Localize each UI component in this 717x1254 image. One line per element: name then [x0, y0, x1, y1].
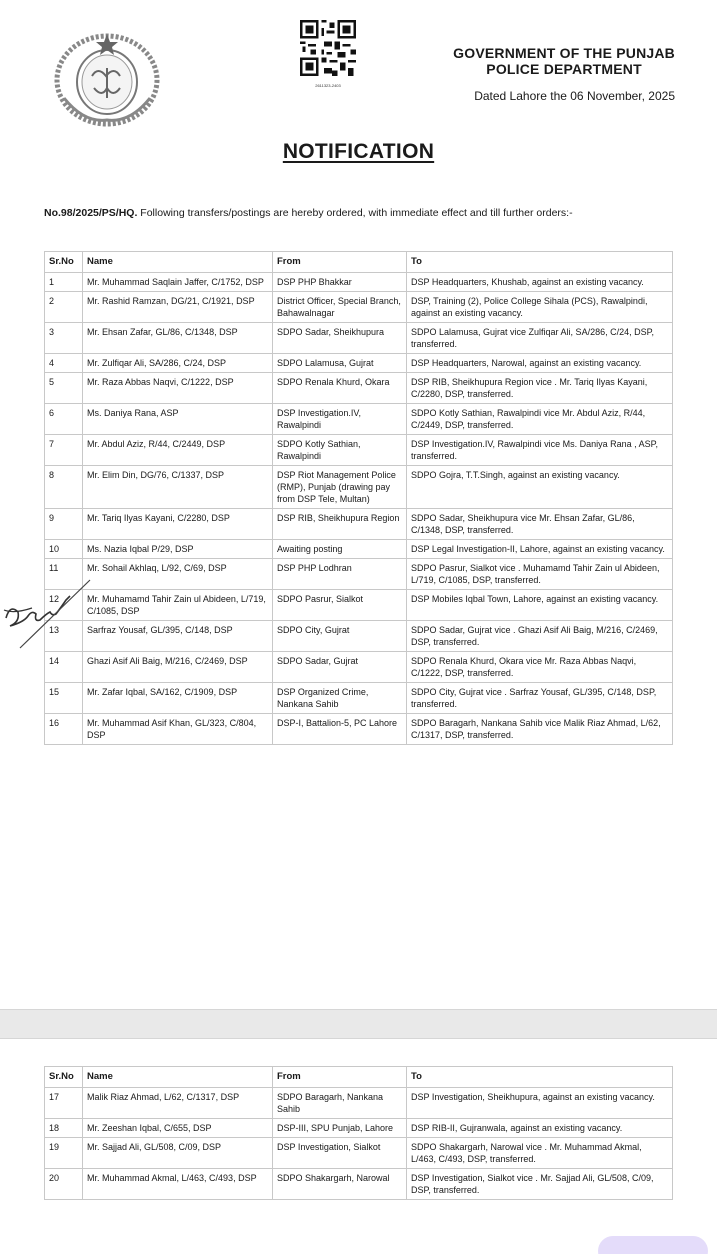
- cell-name: Mr. Zulfiqar Ali, SA/286, C/24, DSP: [83, 354, 273, 373]
- government-line: GOVERNMENT OF THE PUNJAB: [453, 45, 675, 61]
- cell-to: DSP Headquarters, Khushab, against an existing vacancy.: [407, 273, 673, 292]
- cell-from: SDPO Sadar, Sheikhupura: [273, 323, 407, 354]
- cell-to: DSP Investigation.IV, Rawalpindi vice Ms. Daniya Rana , ASP, transferred.: [407, 435, 673, 466]
- table-row: [45, 559, 673, 590]
- cell-name: Mr. Ehsan Zafar, GL/86, C/1348, DSP: [83, 323, 273, 354]
- cell-name: Mr. Muhamamd Tahir Zain ul Abideen, L/719, C/1085, DSP: [83, 590, 273, 621]
- cell-to: SDPO Shakargarh, Narowal vice . Mr. Muhammad Akmal, L/463, C/493, DSP, transferred.: [407, 1138, 673, 1169]
- cell-to: DSP Investigation, Sheikhupura, against an existing vacancy.: [407, 1088, 673, 1119]
- cell-to: DSP, Training (2), Police College Sihala (PCS), Rawalpindi, against an existing vacancy.: [407, 292, 673, 323]
- cell-name: Mr. Raza Abbas Naqvi, C/1222, DSP: [83, 373, 273, 404]
- overlay-bubble[interactable]: [598, 1236, 708, 1254]
- cell-from: DSP Riot Management Police (RMP), Punjab (drawing pay from DSP Tele, Multan): [273, 466, 407, 509]
- cell-to: DSP RIB, Sheikhupura Region vice . Mr. Tariq Ilyas Kayani, C/2280, DSP, transferred.: [407, 373, 673, 404]
- table-row: [45, 1088, 673, 1119]
- cell-name: Ms. Nazia Iqbal P/29, DSP: [83, 540, 273, 559]
- cell-srno: 7: [45, 435, 83, 466]
- cell-srno: 16: [45, 714, 83, 745]
- column-header-name: Name: [83, 1067, 273, 1088]
- cell-srno: 19: [45, 1138, 83, 1169]
- cell-from: DSP PHP Lodhran: [273, 559, 407, 590]
- cell-name: Sarfraz Yousaf, GL/395, C/148, DSP: [83, 621, 273, 652]
- cell-srno: 8: [45, 466, 83, 509]
- column-header-to: To: [407, 1067, 673, 1088]
- cell-from: SDPO Renala Khurd, Okara: [273, 373, 407, 404]
- transfers-table-page-1: [44, 251, 673, 745]
- cell-from: DSP PHP Bhakkar: [273, 273, 407, 292]
- cell-to: DSP Mobiles Iqbal Town, Lahore, against an existing vacancy.: [407, 590, 673, 621]
- cell-to: SDPO Pasrur, Sialkot vice . Muhamamd Tahir Zain ul Abideen, L/719, C/1085, DSP, transferred.: [407, 559, 673, 590]
- cell-to: DSP Legal Investigation-II, Lahore, against an existing vacancy.: [407, 540, 673, 559]
- cell-from: SDPO City, Gujrat: [273, 621, 407, 652]
- cell-from: DSP Investigation.IV, Rawalpindi: [273, 404, 407, 435]
- cell-from: DSP-III, SPU Punjab, Lahore: [273, 1119, 407, 1138]
- table-row: [45, 273, 673, 292]
- cell-from: SDPO Baragarh, Nankana Sahib: [273, 1088, 407, 1119]
- table-header-row: [45, 252, 673, 273]
- cell-srno: 4: [45, 354, 83, 373]
- cell-name: Ghazi Asif Ali Baig, M/216, C/2469, DSP: [83, 652, 273, 683]
- table-row: [45, 714, 673, 745]
- table-row: [45, 1138, 673, 1169]
- cell-to: DSP Investigation, Sialkot vice . Mr. Sajjad Ali, GL/508, C/09, DSP, transferred.: [407, 1169, 673, 1200]
- cell-name: Mr. Tariq Ilyas Kayani, C/2280, DSP: [83, 509, 273, 540]
- column-header-from: From: [273, 1067, 407, 1088]
- cell-srno: 6: [45, 404, 83, 435]
- police-emblem-icon: [52, 28, 162, 128]
- table-header-row: [45, 1067, 673, 1088]
- cell-srno: 15: [45, 683, 83, 714]
- date-line: Dated Lahore the 06 November, 2025: [474, 89, 675, 103]
- cell-name: Mr. Sajjad Ali, GL/508, C/09, DSP: [83, 1138, 273, 1169]
- cell-srno: 18: [45, 1119, 83, 1138]
- cell-srno: 5: [45, 373, 83, 404]
- cell-name: Malik Riaz Ahmad, L/62, C/1317, DSP: [83, 1088, 273, 1119]
- cell-from: SDPO Lalamusa, Gujrat: [273, 354, 407, 373]
- cell-name: Mr. Muhammad Saqlain Jaffer, C/1752, DSP: [83, 273, 273, 292]
- table-row: [45, 435, 673, 466]
- cell-to: SDPO Lalamusa, Gujrat vice Zulfiqar Ali, SA/286, C/24, DSP, transferred.: [407, 323, 673, 354]
- table-row: [45, 404, 673, 435]
- notification-number: No.98/2025/PS/HQ.: [44, 207, 138, 219]
- cell-srno: 9: [45, 509, 83, 540]
- cell-to: SDPO Gojra, T.T.Singh, against an existing vacancy.: [407, 466, 673, 509]
- cell-to: SDPO Kotly Sathian, Rawalpindi vice Mr. Abdul Aziz, R/44, C/2449, DSP, transferred.: [407, 404, 673, 435]
- cell-from: SDPO Shakargarh, Narowal: [273, 1169, 407, 1200]
- cell-name: Mr. Elim Din, DG/76, C/1337, DSP: [83, 466, 273, 509]
- table-row: [45, 323, 673, 354]
- cell-srno: 14: [45, 652, 83, 683]
- cell-to: SDPO City, Gujrat vice . Sarfraz Yousaf, GL/395, C/148, DSP, transferred.: [407, 683, 673, 714]
- column-header-to: To: [407, 252, 673, 273]
- document-page-2: [0, 1038, 717, 1254]
- cell-from: SDPO Sadar, Gujrat: [273, 652, 407, 683]
- table-row: [45, 1119, 673, 1138]
- cell-name: Mr. Muhammad Asif Khan, GL/323, C/804, DSP: [83, 714, 273, 745]
- handwritten-signature: [0, 570, 100, 650]
- column-header-from: From: [273, 252, 407, 273]
- table-row: [45, 354, 673, 373]
- intro-text: Following transfers/postings are hereby ordered, with immediate effect and till further orders:-: [137, 207, 573, 219]
- cell-to: SDPO Baragarh, Nankana Sahib vice Malik Riaz Ahmad, L/62, C/1317, DSP, transferred.: [407, 714, 673, 745]
- cell-srno: 10: [45, 540, 83, 559]
- table-row: [45, 621, 673, 652]
- table-row: [45, 373, 673, 404]
- qr-code-icon[interactable]: [300, 20, 356, 76]
- table-row: [45, 652, 673, 683]
- cell-srno: 20: [45, 1169, 83, 1200]
- qr-reference-number: 2611323-2403: [315, 83, 341, 88]
- cell-name: Mr. Rashid Ramzan, DG/21, C/1921, DSP: [83, 292, 273, 323]
- cell-to: DSP RIB-II, Gujranwala, against an existing vacancy.: [407, 1119, 673, 1138]
- cell-name: Mr. Muhammad Akmal, L/463, C/493, DSP: [83, 1169, 273, 1200]
- cell-from: DSP-I, Battalion-5, PC Lahore: [273, 714, 407, 745]
- cell-srno: 13: [45, 621, 83, 652]
- cell-from: SDPO Kotly Sathian, Rawalpindi: [273, 435, 407, 466]
- cell-name: Mr. Abdul Aziz, R/44, C/2449, DSP: [83, 435, 273, 466]
- table-row: [45, 590, 673, 621]
- cell-name: Mr. Zafar Iqbal, SA/162, C/1909, DSP: [83, 683, 273, 714]
- column-header-srno: Sr.No: [45, 1067, 83, 1088]
- table-row: [45, 292, 673, 323]
- cell-from: DSP Organized Crime, Nankana Sahib: [273, 683, 407, 714]
- cell-from: Awaiting posting: [273, 540, 407, 559]
- cell-srno: 17: [45, 1088, 83, 1119]
- table-row: [45, 540, 673, 559]
- cell-to: DSP Headquarters, Narowal, against an existing vacancy.: [407, 354, 673, 373]
- cell-to: SDPO Renala Khurd, Okara vice Mr. Raza Abbas Naqvi, C/1222, DSP, transferred.: [407, 652, 673, 683]
- cell-srno: 3: [45, 323, 83, 354]
- transfers-table-page-2: [44, 1066, 673, 1200]
- cell-srno: 12: [45, 590, 83, 621]
- table-row: [45, 466, 673, 509]
- table-row: [45, 1169, 673, 1200]
- page-title: NOTIFICATION: [282, 140, 435, 163]
- cell-from: District Officer, Special Branch, Bahawalnagar: [273, 292, 407, 323]
- cell-name: Ms. Daniya Rana, ASP: [83, 404, 273, 435]
- department-heading: [453, 45, 675, 77]
- cell-to: SDPO Sadar, Sheikhupura vice Mr. Ehsan Zafar, GL/86, C/1348, DSP, transferred.: [407, 509, 673, 540]
- notification-intro: [44, 205, 672, 221]
- table-row: [45, 683, 673, 714]
- cell-srno: 2: [45, 292, 83, 323]
- cell-from: DSP Investigation, Sialkot: [273, 1138, 407, 1169]
- cell-name: Mr. Zeeshan Iqbal, C/655, DSP: [83, 1119, 273, 1138]
- table-row: [45, 509, 673, 540]
- cell-to: SDPO Sadar, Gujrat vice . Ghazi Asif Ali Baig, M/216, C/2469, DSP, transferred.: [407, 621, 673, 652]
- column-header-name: Name: [83, 252, 273, 273]
- cell-from: DSP RIB, Sheikhupura Region: [273, 509, 407, 540]
- cell-srno: 11: [45, 559, 83, 590]
- cell-srno: 1: [45, 273, 83, 292]
- column-header-srno: Sr.No: [45, 252, 83, 273]
- department-line: POLICE DEPARTMENT: [486, 61, 642, 77]
- cell-from: SDPO Pasrur, Sialkot: [273, 590, 407, 621]
- cell-name: Mr. Sohail Akhlaq, L/92, C/69, DSP: [83, 559, 273, 590]
